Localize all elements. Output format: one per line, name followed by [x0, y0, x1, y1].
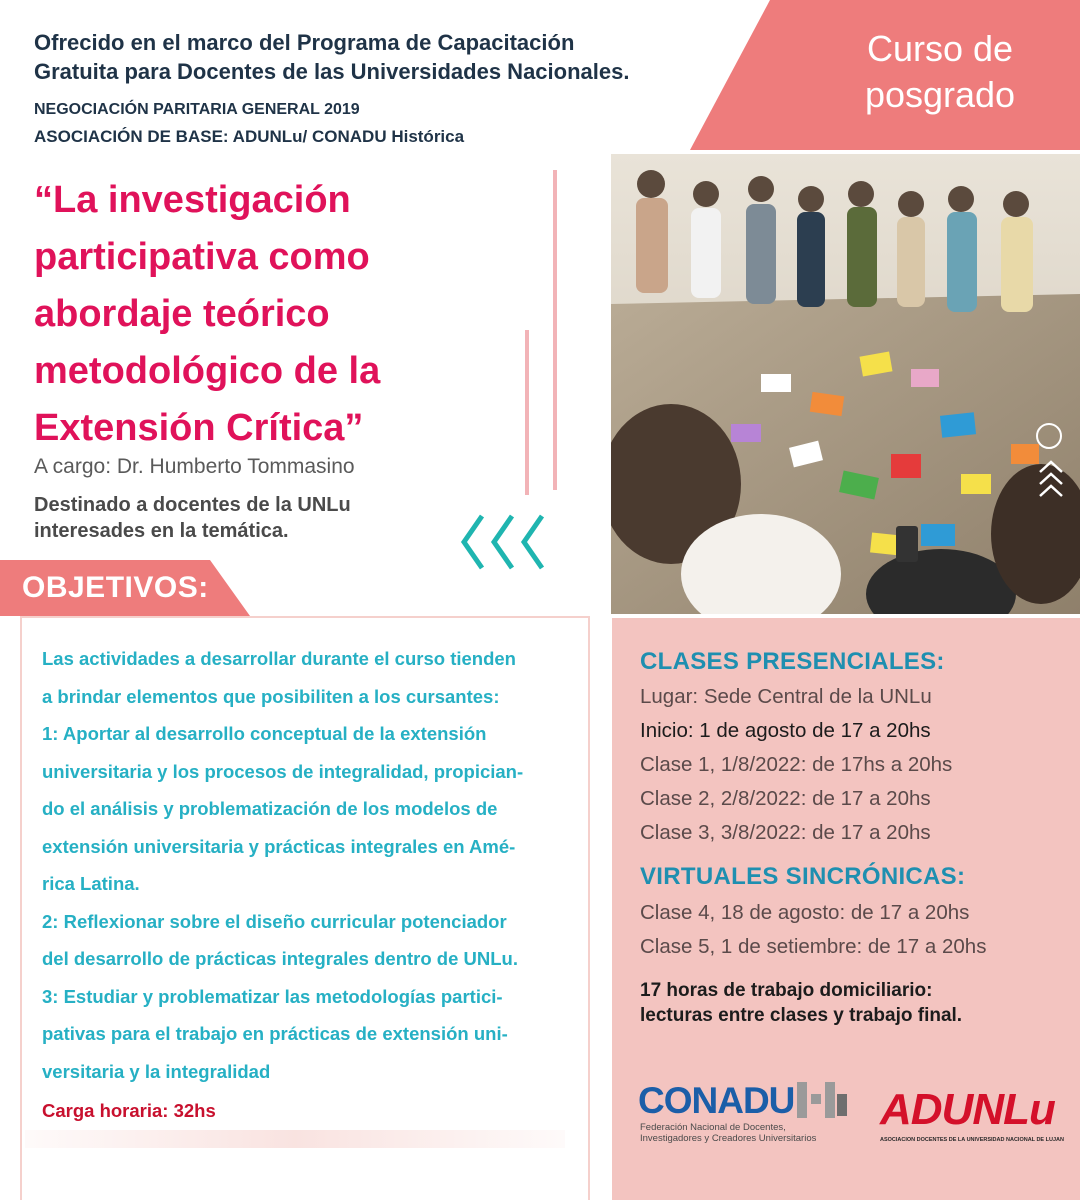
header-line-1: Ofrecido en el marco del Programa de Capacitación — [34, 30, 575, 55]
objectives-heading: OBJETIVOS: — [22, 571, 209, 604]
course-title: “La investigación participativa como abordaje teórico metodológico de la Extensión Crítica” — [34, 179, 381, 449]
virtuales-heading: VIRTUALES SINCRÓNICAS: — [640, 863, 966, 890]
instructor-line: A cargo: Dr. Humberto Tommasino — [34, 455, 355, 478]
conadu-h-mark-icon — [797, 1080, 847, 1120]
header-line-2: Gratuita para Docentes de las Universidades Nacionales. — [34, 59, 630, 84]
conadu-logo: CONADU — [638, 1080, 847, 1122]
clase-4-text: Clase 4, 18 de agosto: de 17 a 20hs — [640, 901, 970, 924]
decor-line — [553, 170, 557, 490]
header-asociacion: ASOCIACIÓN DE BASE: ADUNLu/ CONADU Histórica — [34, 127, 465, 146]
chevrons-up-icon — [1036, 458, 1066, 498]
audience-text: Destinado a docentes de la UNLu interesades en la temática. — [34, 494, 351, 542]
adunlu-logo: ADUNLu — [880, 1085, 1055, 1134]
adunlu-subtitle: ASOCIACION DOCENTES DE LA UNIVERSIDAD NACIONAL DE LUJAN — [880, 1137, 1064, 1143]
chevrons-left-icon — [460, 512, 560, 572]
lugar-text: Lugar: Sede Central de la UNLu — [640, 685, 932, 708]
workshop-photo — [611, 154, 1080, 614]
decor-line — [525, 330, 529, 495]
clase-2-text: Clase 2, 2/8/2022: de 17 a 20hs — [640, 787, 931, 810]
inicio-text: Inicio: 1 de agosto de 17 a 20hs — [640, 719, 931, 742]
header-negociacion: NEGOCIACIÓN PARITARIA GENERAL 2019 — [34, 101, 360, 118]
objectives-text: Las actividades a desarrollar durante el curso tienden a brindar elementos que posibiliten a los cursantes: 1: Aportar al desarrollo conceptual de la extensión universitaria y los procesos de integralidad, propician- do el análisis y problematización de los modelos de extensión universitaria y prácticas integrales en Amé- rica Latina. 2: Reflexionar sobre el diseño curricular potenciador del desarrollo de prácticas integrales dentro de UNLu. 3: Estudiar y problematizar las metodologías partici- pativas para el trabajo en prácticas de extensión uni- versitaria y la integralidad — [42, 648, 524, 1082]
clase-3-text: Clase 3, 3/8/2022: de 17 a 20hs — [640, 821, 931, 844]
scroll-dot-icon — [1036, 423, 1062, 449]
clase-5-text: Clase 5, 1 de setiembre: de 17 a 20hs — [640, 935, 987, 958]
decor-fade — [25, 1130, 565, 1148]
course-tag-label: Curso de posgrado — [864, 28, 1016, 115]
conadu-subtitle: Federación Nacional de Docentes, Investigadores y Creadores Universitarios — [640, 1122, 817, 1144]
workload-text: Carga horaria: 32hs — [42, 1100, 216, 1121]
presenciales-heading: CLASES PRESENCIALES: — [640, 648, 945, 675]
clase-1-text: Clase 1, 1/8/2022: de 17hs a 20hs — [640, 753, 953, 776]
header-intro — [34, 28, 734, 86]
homework-text: 17 horas de trabajo domiciliario: lecturas entre clases y trabajo final. — [640, 980, 963, 1026]
